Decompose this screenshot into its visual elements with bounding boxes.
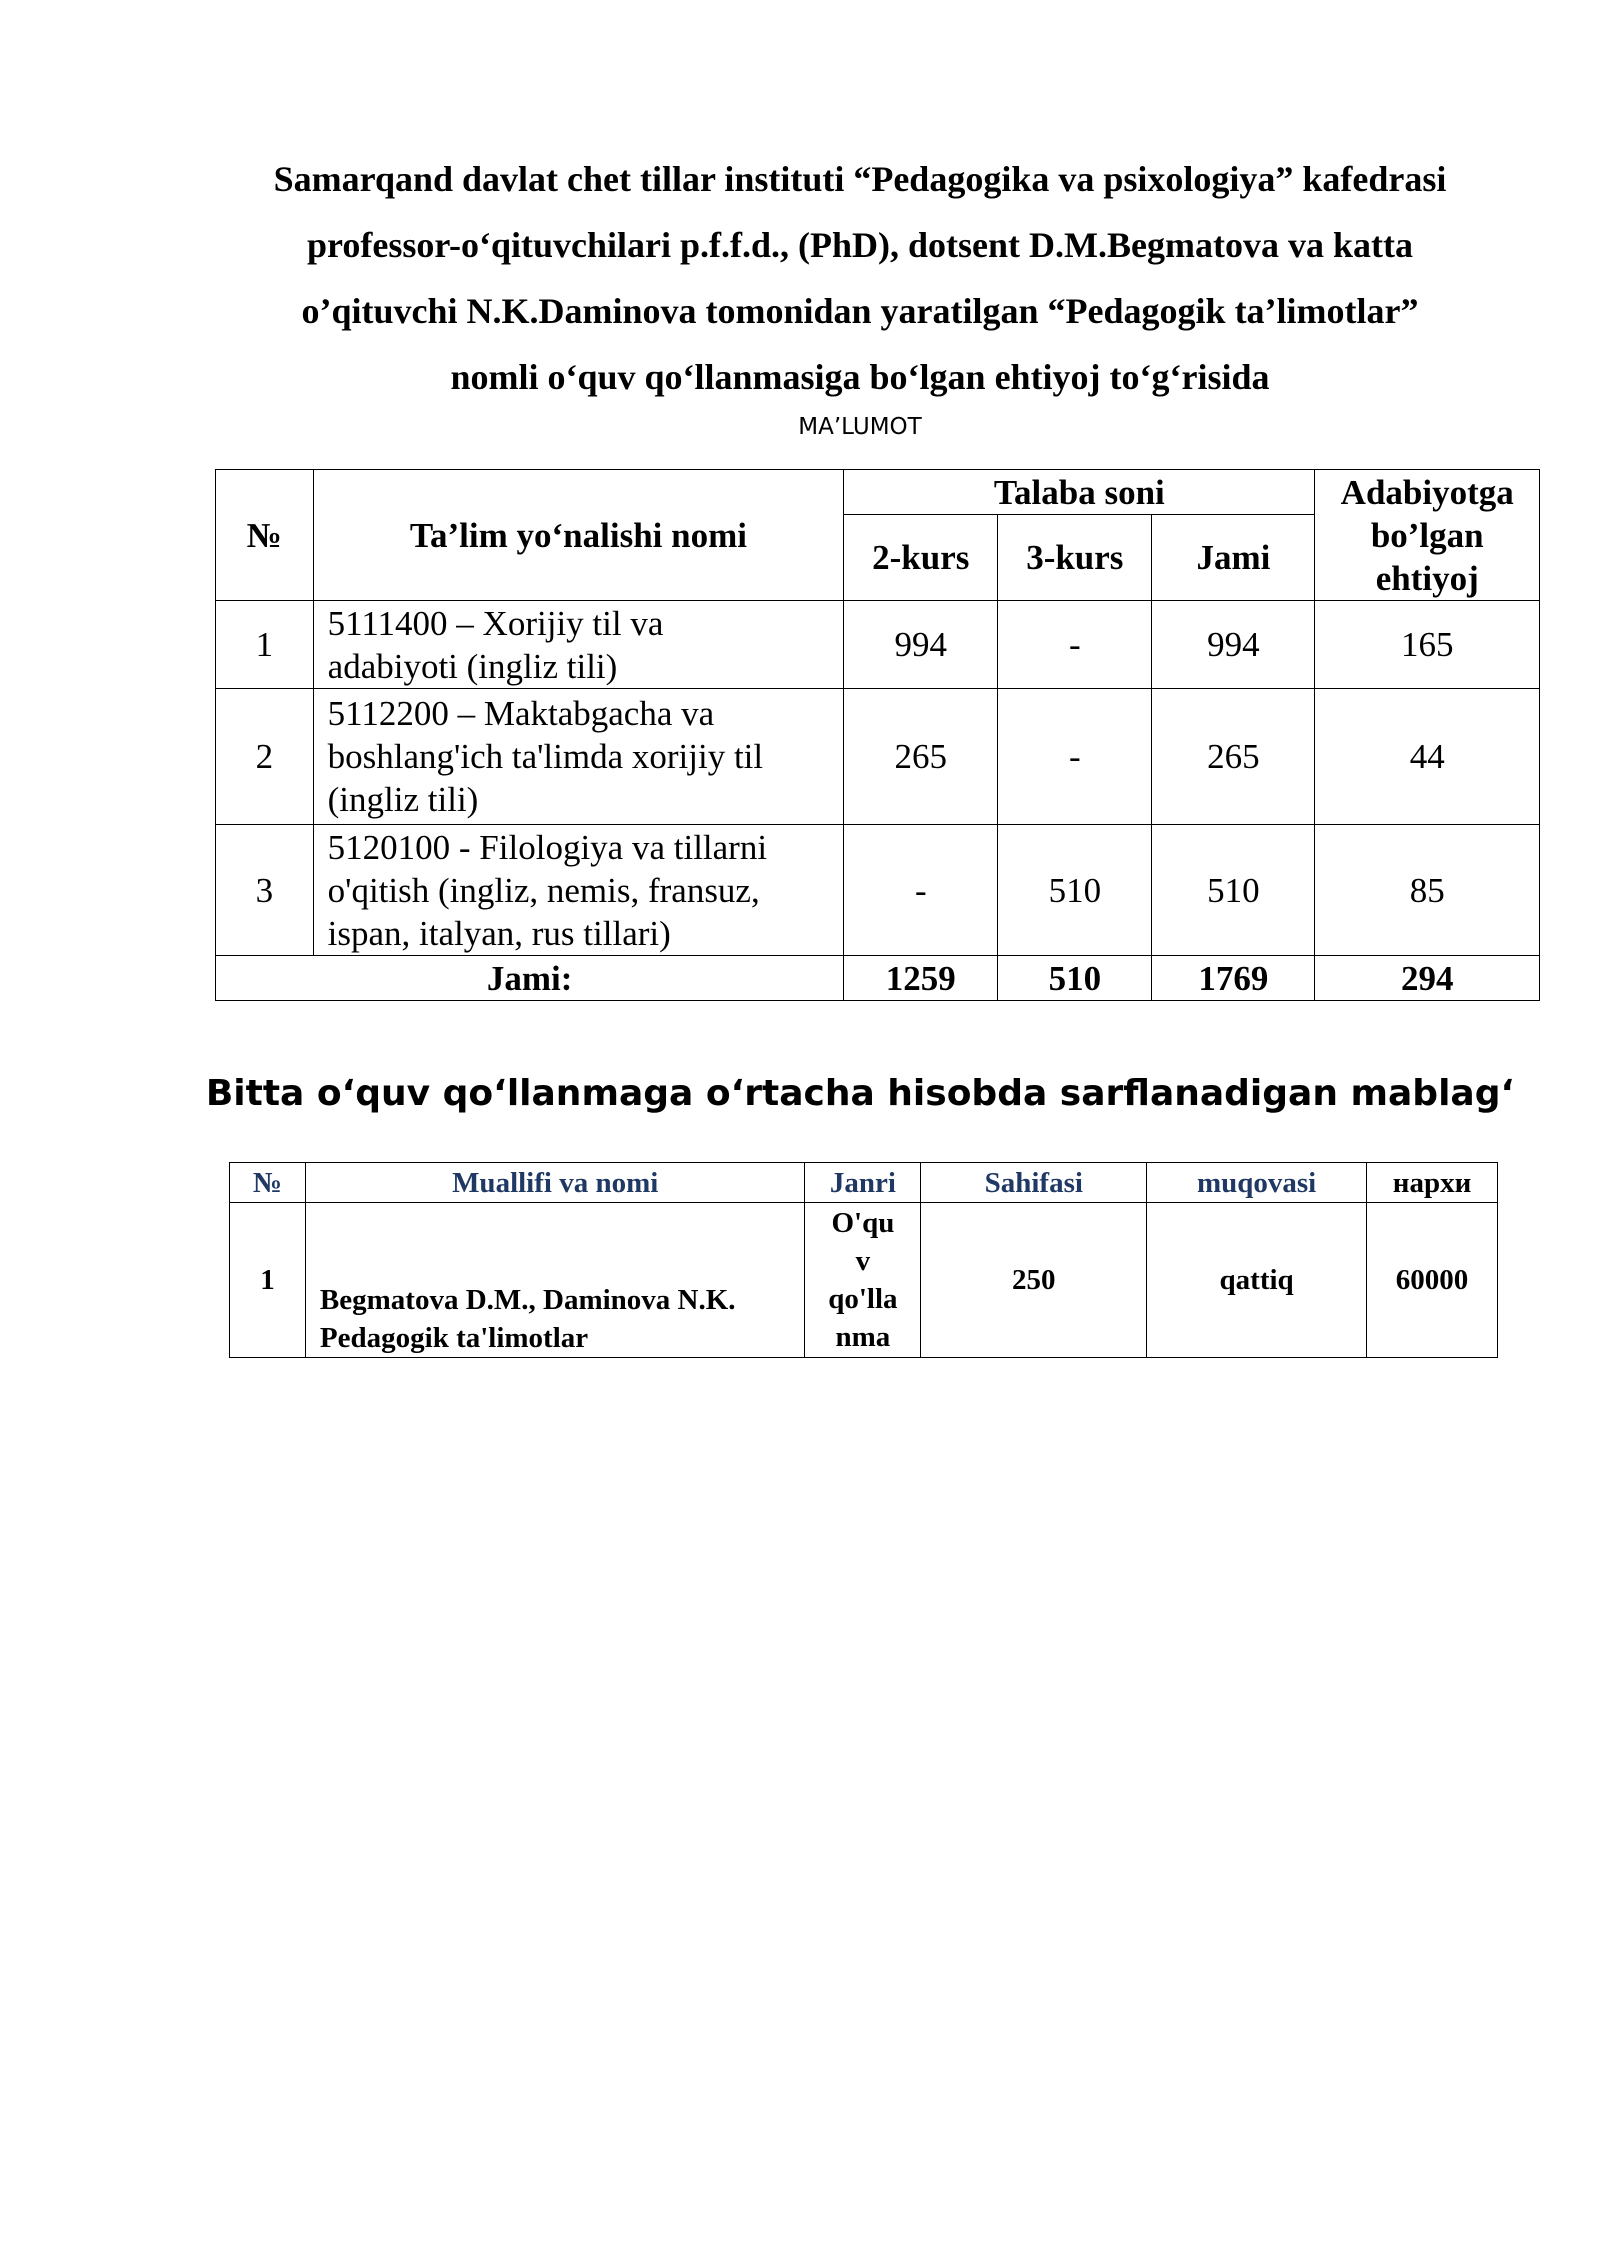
row-course-2: 265 (844, 689, 998, 825)
row-number: 2 (216, 689, 314, 825)
row-number: 1 (230, 1203, 306, 1358)
header-student-count: Talaba soni (844, 470, 1315, 515)
heading-line: Samarqand davlat chet tillar instituti “Pedagogika va psixologiya” kafedrasi (273, 159, 1447, 199)
totals-need: 294 (1315, 956, 1540, 1001)
header-number: № (230, 1163, 306, 1203)
table-row (216, 601, 1540, 689)
genre-line: qo'lla (828, 1283, 898, 1315)
row-direction-name (313, 689, 844, 825)
row-total: 994 (1152, 601, 1315, 689)
name-line: o'qitish (ingliz, nemis, fransuz, (327, 870, 760, 910)
totals-row (216, 956, 1540, 1001)
name-line: (ingliz tili) (327, 780, 479, 819)
row-course-3: - (998, 601, 1152, 689)
row-pages: 250 (921, 1203, 1147, 1358)
name-line: 5120100 - Filologiya va tillarni (327, 827, 768, 867)
row-course-3: 510 (998, 825, 1152, 956)
header-author: Muallifi va nomi (305, 1163, 805, 1203)
totals-total: 1769 (1152, 956, 1315, 1001)
genre-line: O'qu (831, 1207, 895, 1239)
row-number: 3 (216, 825, 314, 956)
header-cover: muqovasi (1147, 1163, 1367, 1203)
needs-table (215, 469, 1540, 1001)
table-row (216, 825, 1540, 956)
row-direction-name (313, 601, 844, 689)
name-line: ispan, italyan, rus tillari) (327, 913, 671, 953)
row-direction-name (313, 825, 844, 956)
header-pages: Sahifasi (921, 1163, 1147, 1203)
author-line: Pedagogik ta'limotlar (319, 1322, 589, 1354)
heading-line: o’qituvchi N.K.Daminova tomonidan yaratilgan “Pedagogik ta’limotlar” (301, 291, 1419, 331)
section-title: Bitta o‘quv qo‘llanmaga o‘rtacha hisobda sarflanadigan mablag‘ (205, 1073, 1515, 1114)
header-genre: Janri (805, 1163, 921, 1203)
table-row (216, 689, 1540, 825)
row-need: 44 (1315, 689, 1540, 825)
header-total: Jami (1152, 515, 1315, 601)
header-number: № (216, 470, 314, 601)
name-line: boshlang'ich ta'limda xorijiy til (327, 737, 764, 776)
row-need: 85 (1315, 825, 1540, 956)
row-genre (805, 1203, 921, 1358)
name-line: 5111400 – Xorijiy til va (327, 603, 664, 643)
document-heading (160, 146, 1560, 410)
row-total: 265 (1152, 689, 1315, 825)
header-course-3: 3-kurs (998, 515, 1152, 601)
row-number: 1 (216, 601, 314, 689)
row-course-2: 994 (844, 601, 998, 689)
row-course-3: - (998, 689, 1152, 825)
header-direction-name: Ta’lim yo‘nalishi nomi (313, 470, 844, 601)
totals-label: Jami: (216, 956, 844, 1001)
name-line: adabiyoti (ingliz tili) (327, 646, 618, 686)
header-need-line: bo’lgan (1370, 515, 1484, 555)
cost-table (229, 1162, 1498, 1358)
totals-course-2: 1259 (844, 956, 998, 1001)
row-author (305, 1203, 805, 1358)
table-row (230, 1203, 1498, 1358)
genre-line: v (855, 1245, 871, 1277)
row-course-2: - (844, 825, 998, 956)
header-course-2: 2-kurs (844, 515, 998, 601)
genre-line: nma (835, 1321, 891, 1353)
row-total: 510 (1152, 825, 1315, 956)
totals-course-3: 510 (998, 956, 1152, 1001)
name-line: 5112200 – Maktabgacha va (327, 694, 715, 733)
heading-line: professor-o‘qituvchilari p.f.f.d., (PhD), dotsent D.M.Begmatova va katta (307, 225, 1413, 265)
document-subtitle: MA’LUMOT (798, 414, 922, 440)
row-cover: qattiq (1147, 1203, 1367, 1358)
header-need-line: Adabiyotga (1340, 472, 1514, 512)
header-need-line: ehtiyoj (1375, 558, 1479, 598)
header-literature-need (1315, 470, 1540, 601)
author-line: Begmatova D.M., Daminova N.K. (319, 1284, 736, 1316)
heading-line: nomli o‘quv qo‘llanmasiga bo‘lgan ehtiyoj to‘g‘risida (450, 357, 1270, 397)
row-need: 165 (1315, 601, 1540, 689)
header-price: нархи (1367, 1163, 1498, 1203)
row-price: 60000 (1367, 1203, 1498, 1358)
